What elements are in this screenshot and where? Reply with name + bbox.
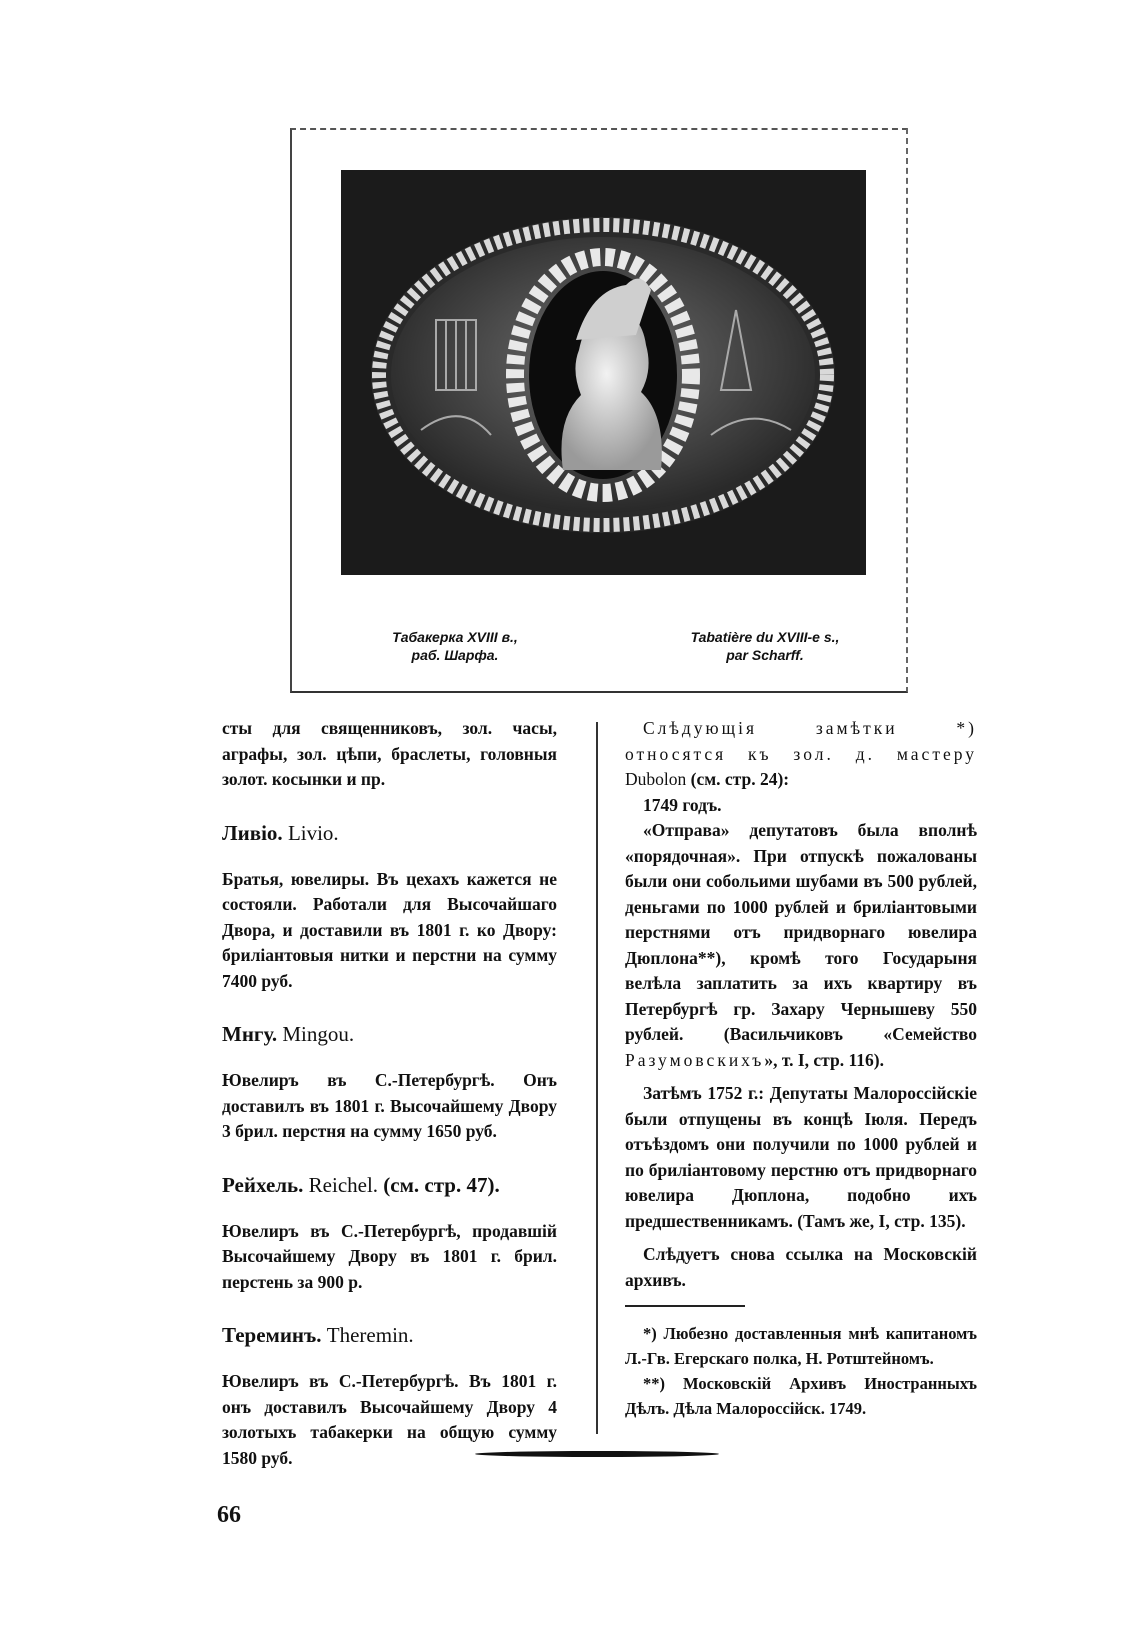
entry-heading-theremin [222, 1321, 557, 1349]
paragraph-3: Слѣдуетъ снова ссылка на Московскій архивъ. [625, 1244, 977, 1290]
right-intro [625, 716, 977, 793]
entry-heading-livio [222, 819, 557, 847]
entry-text-mingou: Ювелиръ въ С.-Петербургѣ. Онъ доставилъ въ 1801 г. Высочайшему Двору 3 брил. перстня на сумму 1650 руб. [222, 1070, 557, 1141]
heading-ru: Тереминъ. [222, 1323, 322, 1347]
paragraph-1-end: », т. I, стр. 116). [764, 1049, 884, 1070]
caption-russian [330, 628, 580, 664]
footnote-rule [625, 1305, 745, 1307]
caption-french-line-1: Tabatière du XVIII-e s., [690, 629, 840, 645]
year-line: 1749 годъ. [643, 794, 722, 815]
caption-french-line-2: par Scharff. [726, 647, 804, 663]
page-number: 66 [217, 1502, 241, 1528]
footnote-2: **) Московскій Архивъ Иностранныхъ Дѣлъ. Дѣла Малороссійск. 1749. [625, 1374, 977, 1418]
caption-french [640, 628, 890, 664]
caption-russian-line-1: Табакерка XVIII в., [392, 629, 518, 645]
heading-lat: Theremin. [326, 1323, 414, 1347]
left-column [222, 716, 557, 1471]
heading-lat: Livio. [287, 820, 339, 845]
right-column [625, 716, 977, 1421]
intro-name: Dubolon [625, 769, 687, 789]
heading-ru: Ливіо. [222, 820, 283, 845]
heading-note: (см. стр. 47). [383, 1172, 500, 1197]
heading-lat: Mingou. [282, 1022, 355, 1046]
intro-spaced-text: Слѣдующія замѣтки *) относятся къ зол. д. мастеру [625, 718, 977, 764]
snuffbox-illustration [341, 170, 866, 575]
paragraph-2: Затѣмъ 1752 г.: Депутаты Малороссійскіе были отпущены въ концѣ Іюля. Передъ отъѣздомъ они получили по 1000 рублей и по бриліантовому перстню отъ придворнаго ювелира Дюплона, подобно ихъ предшественникамъ. (Тамъ же, I, стр. 135). [625, 1083, 977, 1231]
entry-heading-mingou [222, 1020, 557, 1048]
snuffbox-photo [341, 170, 866, 575]
paragraph-1 [625, 818, 977, 1073]
entry-text-theremin: Ювелиръ въ С.-Петербургѣ. Въ 1801 г. онъ доставилъ Высочайшему Двору 4 золотыхъ табакерки на общую сумму 1580 руб. [222, 1371, 557, 1468]
heading-lat: Reichel. [308, 1172, 379, 1197]
entry-text-livio: Братья, ювелиры. Въ цехахъ кажется не состояли. Работали для Высочайшаго Двора, и доставили въ 1801 г. ко Двору: бриліантовыя нитки и перстни на сумму 7400 руб. [222, 868, 557, 991]
paragraph-1-text: «Отправа» депутатовъ была вполнѣ «порядочная». При отпускѣ пожалованы были они собольими шубами въ 500 рублей, деньгами по 1000 рублей и бриліантовыми перстнями отъ придворнаго ювелира Дюплона**), кромѣ того Государыня велѣла заплатить за ихъ квартиру въ Петербургѣ гр. Захару Чернышеву 550 рублей. (Васильчиковъ «Семейство [625, 820, 977, 1044]
heading-ru: Рейхель. [222, 1172, 304, 1197]
entry-text-reichel: Ювелиръ въ С.-Петербургѣ, продавшій Высочайшему Двору въ 1801 г. брил. перстень за 900 р. [222, 1220, 557, 1292]
caption-russian-line-2: раб. Шарфа. [411, 647, 499, 663]
paragraph-1-spaced: Разумовскихъ [625, 1049, 765, 1070]
heading-ru: Мнгу. [222, 1022, 278, 1046]
bottom-ornament-rule [475, 1451, 719, 1457]
intro-ref: (см. стр. 24): [690, 769, 790, 789]
column-divider [596, 722, 598, 1434]
footnote-1: *) Любезно доставленныя мнѣ капитаномъ Л.-Гв. Егерскаго полка, Н. Ротштейномъ. [625, 1324, 977, 1368]
entry-heading-reichel [222, 1171, 557, 1199]
left-intro-text: сты для священниковъ, зол. часы, аграфы, зол. цѣпи, браслеты, головныя золот. косынки и пр. [222, 718, 557, 789]
